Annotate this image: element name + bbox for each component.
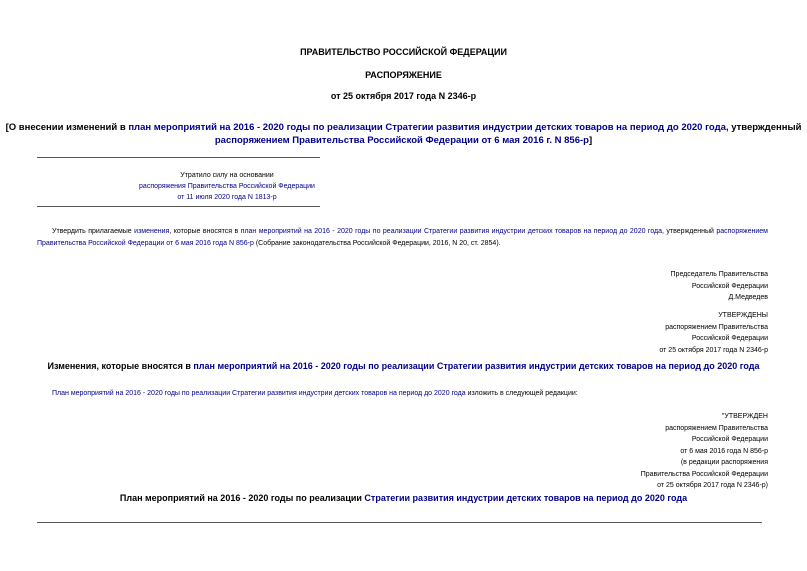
government-heading: ПРАВИТЕЛЬСТВО РОССИЙСКОЙ ФЕДЕРАЦИИ [300,47,507,57]
plan-heading [0,493,807,503]
document-type: РАСПОРЯЖЕНИЕ [365,70,442,80]
changes-heading [0,361,807,371]
changes-body-text: изложить в следующей редакции: [465,390,578,397]
divider-bottom [37,206,320,207]
title-open: [О внесении изменений в [5,122,129,133]
para-text: , утвержденный [662,228,717,235]
signature-line: Российской Федерации [691,282,768,290]
para-plan-link[interactable]: план мероприятий на 2016 - 2020 годы по реализации Стратегии развития индустрии детских товаров на период до 2020 года [240,228,663,235]
approved-line: Российской Федерации [691,335,768,342]
plan-heading-link[interactable]: Стратегии развития индустрии детских товаров на период до 2020 года [364,493,688,503]
approved-line: от 25 октября 2017 года N 2346-р [659,346,768,354]
changes-heading-text: Изменения, которые вносятся в [47,361,194,371]
title-close: ] [588,135,593,146]
status-note [37,170,417,203]
approved-quote-line: "УТВЕРЖДЕН [721,413,768,420]
para-text: , которые вносятся в [169,228,241,235]
approved-quote-line: от 25 октября 2017 года N 2346-р) [657,482,768,489]
approved-line: УТВЕРЖДЕНЫ [718,312,768,319]
divider-top [37,157,320,158]
status-note-line: Утратило силу на основании [180,172,274,179]
status-note-link[interactable]: распоряжения Правительства Российской Федерации [139,183,315,190]
para-text: (Собрание законодательства Российской Федерации, 2016, N 20, ст. 2854). [253,240,501,247]
approved-quote-line: от 6 мая 2016 года N 856-р [680,447,768,455]
signature-name: Д.Медведев [728,294,768,301]
main-paragraph [37,226,768,250]
para-order-link[interactable]: распоряжением Правительства Российской Федерации от 6 мая 2016 года N 856-р [37,228,768,247]
approved-quote-line: распоряжением Правительства [665,424,768,432]
changes-body [52,390,578,397]
status-note-date-link[interactable]: от 11 июля 2020 года N 1813-р [177,194,277,201]
approved-quote-line: Правительства Российской Федерации [640,470,768,478]
document-date-number: от 25 октября 2017 года N 2346-р [330,91,477,101]
changes-body-link[interactable]: План мероприятий на 2016 - 2020 годы по реализации Стратегии развития индустрии детских товаров на период до 2020 года [52,390,466,397]
signature-block [671,269,768,304]
approved-quote-line: Российской Федерации [691,436,768,443]
changes-heading-link[interactable]: план мероприятий на 2016 - 2020 годы по реализации Стратегии развития индустрии детских товаров на период до 2020 года [193,361,760,371]
approved-line: распоряжением Правительства [665,323,768,331]
para-text: Утвердить прилагаемые [52,228,135,235]
title-plan-link[interactable]: план мероприятий на 2016 - 2020 годы по реализации Стратегии развития индустрии детских товаров на период до 2020 года [128,122,726,133]
para-changes-link[interactable]: изменения [134,228,170,235]
approved-block [659,310,768,356]
title-order-link[interactable]: распоряжением Правительства Российской Федерации от 6 мая 2016 г. N 856-р [214,135,589,146]
title-middle: , утвержденный [725,122,802,133]
approved-quote-block [641,411,768,492]
document-title [0,121,807,147]
signature-line: Председатель Правительства [670,271,768,278]
approved-quote-line: (в редакции распоряжения [680,459,768,466]
plan-heading-text: План мероприятий на 2016 - 2020 годы по реализации [119,493,365,503]
table-top-rule [37,522,762,523]
